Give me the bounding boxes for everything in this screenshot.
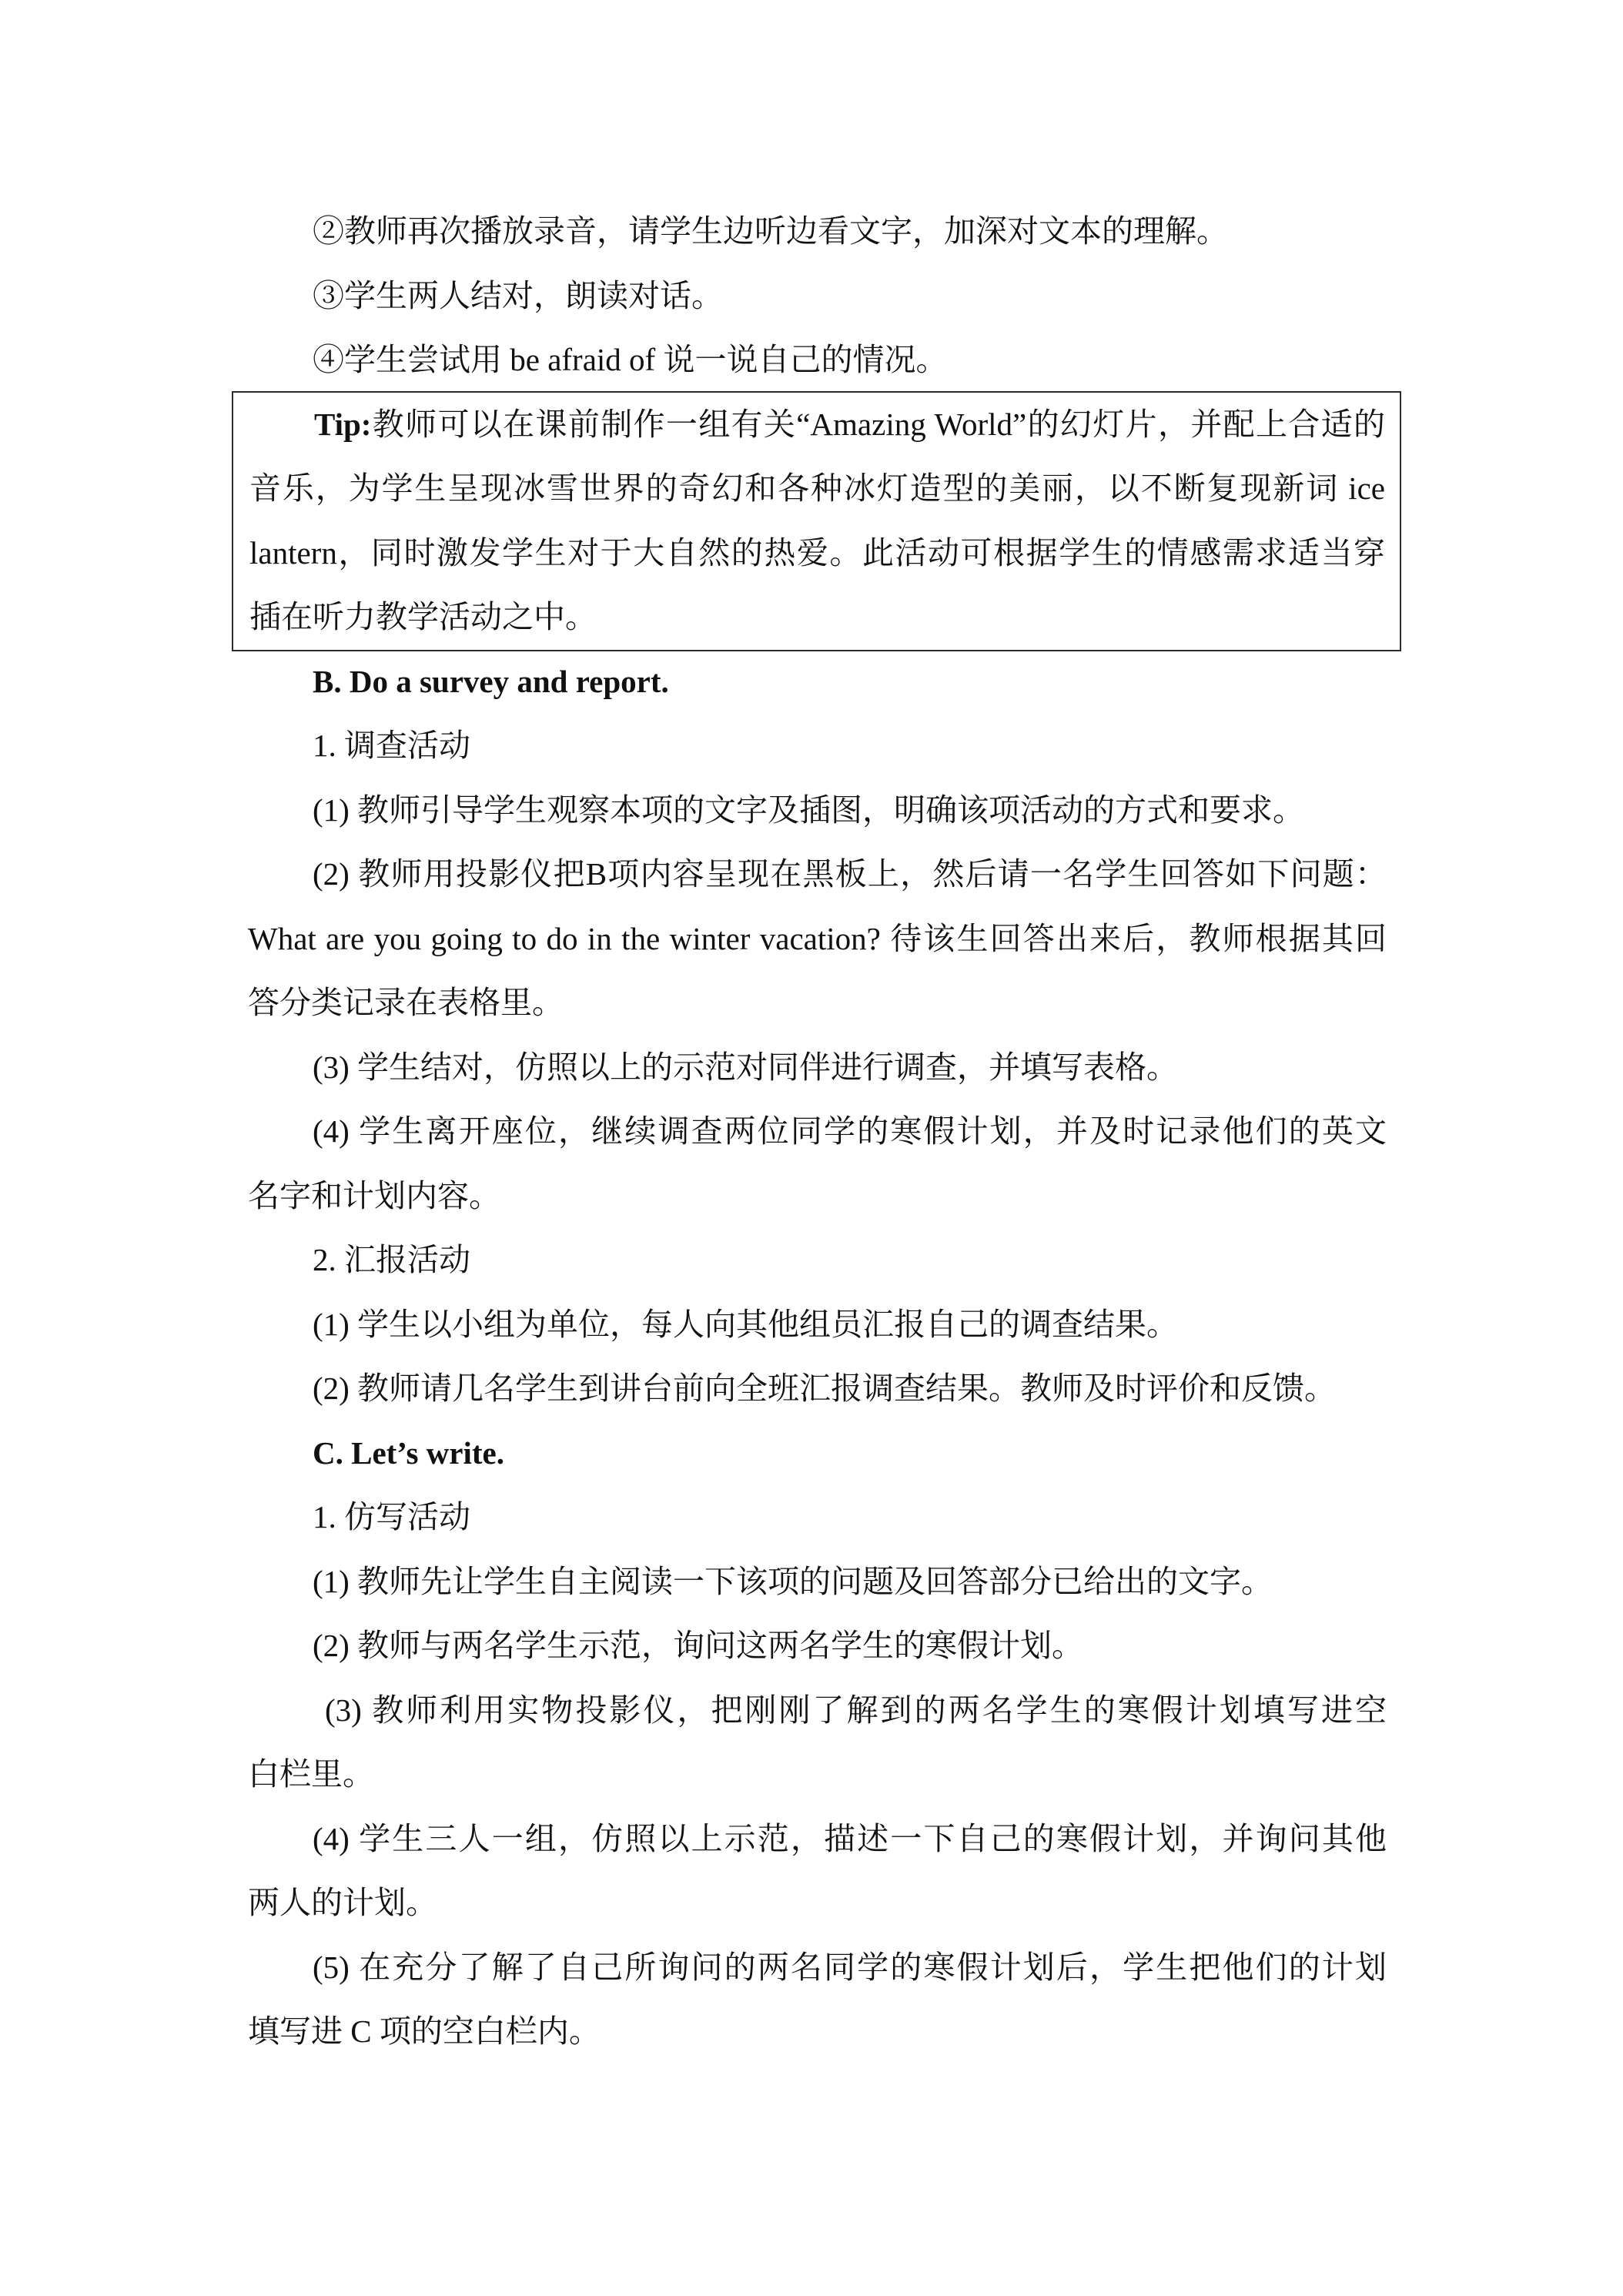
section-a-step-3: ③学生两人结对，朗读对话。: [313, 277, 723, 313]
section-c-activity-1-title: 1. 仿写活动: [313, 1499, 470, 1535]
section-c-activity-1-step-2: (2) 教师与两名学生示范，询问这两名学生的寒假计划。: [313, 1628, 1084, 1663]
section-c-activity-1-step-1: (1) 教师先让学生自主阅读一下该项的问题及回答部分已给出的文字。: [313, 1563, 1273, 1599]
section-b-activity-2-step-2: (2) 教师请几名学生到讲台前向全班汇报调查结果。教师及时评价和反馈。: [313, 1371, 1337, 1406]
section-b-activity-1-step-2: (2) 教师用投影仪把B项内容呈现在黑板上，然后请一名学生回答如下问题：: [313, 856, 1387, 892]
section-b-activity-1-step-3: (3) 学生结对，仿照以上的示范对同伴进行调查，并填写表格。: [313, 1049, 1179, 1085]
section-b-activity-1-step-2-cont: 答分类记录在表格里。: [248, 985, 564, 1020]
section-c-activity-1-step-5: (5) 在充分了解了自己所询问的两名同学的寒假计划后，学生把他们的计划: [313, 1949, 1387, 1985]
section-c-activity-1-step-3: (3) 教师利用实物投影仪，把刚刚了解到的两名学生的寒假计划填写进空: [325, 1692, 1387, 1728]
section-c-activity-1-step-4-cont: 两人的计划。: [248, 1885, 437, 1920]
section-a-step-4: ④学生尝试用 be afraid of 说一说自己的情况。: [313, 342, 948, 377]
section-b-activity-1-step-4-cont: 名字和计划内容。: [248, 1177, 500, 1213]
section-b-activity-1-step-2-cont: What are you going to do in the winter vacation? 待该生回答出来后，教师根据其回: [248, 920, 1387, 956]
section-a-step-2: ②教师再次播放录音，请学生边听边看文字，加深对文本的理解。: [313, 213, 1228, 249]
tip-line: lantern，同时激发学生对于大自然的热爱。此活动可根据学生的情感需求适当穿: [249, 534, 1385, 571]
section-c-activity-1-step-4: (4) 学生三人一组，仿照以上示范，描述一下自己的寒假计划，并询问其他: [313, 1820, 1387, 1856]
section-b-activity-1-step-1: (1) 教师引导学生观察本项的文字及插图，明确该项活动的方式和要求。: [313, 792, 1305, 828]
section-b-activity-1-step-4: (4) 学生离开座位，继续调查两位同学的寒假计划，并及时记录他们的英文: [313, 1113, 1387, 1149]
document-body: [248, 199, 1387, 2064]
tip-line: 音乐，为学生呈现冰雪世界的奇幻和各种冰灯造型的美丽，以不断复现新词 ice: [249, 470, 1385, 506]
section-c-activity-1-step-3-cont: 白栏里。: [248, 1756, 374, 1792]
tip-text: 教师可以在课前制作一组有关“Amazing World”的幻灯片，并配上合适的: [371, 406, 1385, 442]
tip-label: Tip:: [314, 406, 372, 442]
section-b-heading: B. Do a survey and report.: [313, 663, 669, 699]
section-b-activity-2-title: 2. 汇报活动: [313, 1242, 470, 1277]
tip-line: [249, 393, 1385, 457]
section-c-activity-1-step-5-cont: 填写进 C 项的空白栏内。: [248, 2013, 601, 2049]
section-b-activity-2-step-1: (1) 学生以小组为单位，每人向其他组员汇报自己的调查结果。: [313, 1306, 1179, 1342]
tip-line: 插在听力教学活动之中。: [249, 599, 597, 634]
tip-box: [232, 391, 1401, 651]
section-b-activity-1-title: 1. 调查活动: [313, 728, 470, 763]
section-c-heading: C. Let’s write.: [313, 1434, 504, 1471]
